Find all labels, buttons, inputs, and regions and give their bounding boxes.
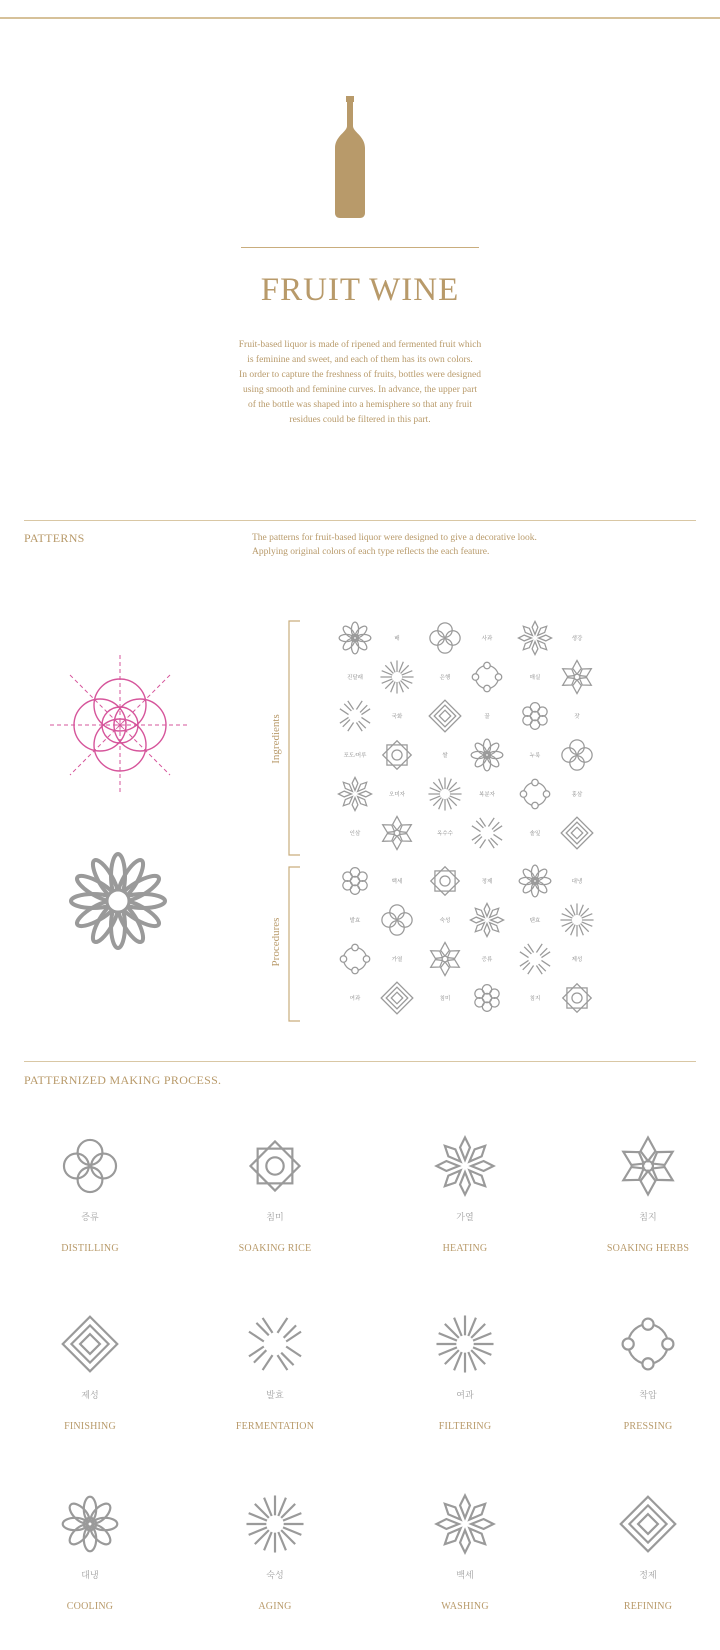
process-pressing-icon [617,1313,679,1375]
intro-line: of the bottle was shaped into a hemisphere so that any fruit [248,400,472,410]
title-rule [241,247,479,248]
patterns-title: PATTERNS [24,531,85,545]
pattern-ornament-icon [379,902,415,938]
pattern-label: 대냉 [571,879,583,885]
pattern-ornament-icon [337,698,373,734]
intro-line: In order to capture the freshness of fruits, bottles were designed [239,370,481,380]
pattern-label: 홍삼 [571,792,583,798]
process-label-ko: 발효 [266,1390,284,1400]
pattern-label: 숙성 [439,918,451,924]
pattern-label: 정제 [481,879,493,885]
pattern-label: 포도/머루 [343,753,367,759]
pattern-label: 꿀 [484,714,490,720]
pattern-ornament-icon [427,941,463,977]
pattern-ornament-icon [517,863,553,899]
process-label-ko: 제성 [81,1390,99,1400]
page-title: FRUIT WINE [260,272,460,308]
ingredients-label: Ingredients [270,714,282,764]
pattern-label: 발효 [349,918,361,924]
top-rule [0,17,720,19]
pattern-label: 침지 [529,996,541,1002]
pattern-ornament-icon [427,698,463,734]
pattern-ornament-icon [379,980,415,1016]
pattern-ornament-icon [469,902,505,938]
pattern-ornament-icon [469,815,505,851]
pattern-ornament-icon [517,941,553,977]
process-label-en: REFINING [623,1601,673,1612]
patterns-desc-line: The patterns for fruit-based liquor were designed to give a decorative look. [252,533,537,543]
process-label-ko: 백세 [456,1570,474,1580]
pattern-label: 누룩 [529,753,541,759]
process-label-en: SOAKING HERBS [606,1243,690,1254]
process-label-ko: 착압 [639,1390,657,1400]
pattern-label: 사과 [481,636,493,642]
process-label-en: PRESSING [623,1421,673,1432]
pattern-ornament-icon [337,863,373,899]
pattern-label: 잣 [574,714,580,720]
pattern-label: 쌀 [442,753,448,759]
intro-line: is feminine and sweet, and each of them has its own colors. [247,355,473,365]
pattern-label: 진달래 [347,675,363,681]
pattern-label: 가열 [391,957,403,963]
pattern-label: 여과 [349,996,361,1002]
process-label-en: FERMENTATION [235,1421,315,1432]
pattern-ornament-icon [427,863,463,899]
process-label-en: DISTILLING [61,1243,119,1254]
pattern-label: 제성 [571,957,583,963]
pattern-label: 국화 [391,714,403,720]
process-rule [24,1061,696,1062]
pattern-ornament-icon [469,737,505,773]
pattern-ornament-icon [379,815,415,851]
process-label-ko: 정제 [639,1570,657,1580]
process-finishing-icon [59,1313,121,1375]
pattern-ornament-icon [559,815,595,851]
intro-line: using smooth and feminine curves. In advance, the upper part [243,385,477,395]
process-heating-icon [434,1135,496,1197]
patterns-description [252,531,537,559]
process-refining-icon [617,1493,679,1555]
pattern-label: 증류 [481,957,493,963]
pattern-ornament-icon [559,902,595,938]
pattern-label: 옥수수 [437,831,453,837]
bottle-icon [330,96,370,218]
pattern-label: 인삼 [349,831,361,837]
process-label-en: HEATING [442,1243,488,1254]
pattern-ornament-icon [517,776,553,812]
process-soaking-rice-icon [244,1135,306,1197]
process-label-en: AGING [258,1601,292,1612]
pattern-label: 침미 [439,996,451,1002]
pattern-ornament-icon [337,776,373,812]
procedures-bracket [288,866,300,1022]
process-cooling-icon [59,1493,121,1555]
process-label-ko: 가열 [456,1212,474,1222]
intro-line: Fruit-based liquor is made of ripened and fermented fruit which [238,340,482,350]
process-label-en: WASHING [441,1601,489,1612]
process-label-ko: 대냉 [81,1570,99,1580]
process-label-en: FILTERING [438,1421,492,1432]
process-label-ko: 여과 [456,1390,474,1400]
pattern-ornament-icon [517,620,553,656]
pattern-construction-diagram [50,655,190,795]
process-label-ko: 침지 [639,1212,657,1222]
petal-flower-icon [63,846,173,956]
process-label-en: SOAKING RICE [238,1243,312,1254]
intro-line: residues could be filtered in this part. [289,415,431,425]
ingredients-bracket [288,620,300,856]
pattern-label: 생강 [571,636,583,642]
pattern-ornament-icon [379,659,415,695]
pattern-ornament-icon [559,980,595,1016]
pattern-ornament-icon [379,737,415,773]
process-washing-icon [434,1493,496,1555]
process-filtering-icon [434,1313,496,1375]
process-distilling-icon [59,1135,121,1197]
pattern-label: 솔잎 [529,831,541,837]
patterns-rule [24,520,696,521]
pattern-label: 백세 [391,879,403,885]
pattern-ornament-icon [427,776,463,812]
pattern-label: 복분자 [479,792,495,798]
patterns-desc-line: Applying original colors of each type reflects the each feature. [252,547,490,557]
pattern-label: 탠효 [529,918,541,924]
pattern-ornament-icon [337,620,373,656]
procedures-label: Procedures [270,917,282,967]
pattern-ornament-icon [559,659,595,695]
pattern-label: 매실 [529,675,541,681]
pattern-ornament-icon [427,620,463,656]
pattern-label: 은행 [439,675,451,681]
process-title: PATTERNIZED MAKING PROCESS. [24,1073,222,1087]
process-label-ko: 숙성 [266,1570,284,1580]
process-label-ko: 증류 [81,1212,99,1222]
process-soaking-herbs-icon [617,1135,679,1197]
pattern-ornament-icon [517,698,553,734]
process-aging-icon [244,1493,306,1555]
process-label-en: FINISHING [64,1421,116,1432]
process-label-en: COOLING [66,1601,114,1612]
process-fermentation-icon [244,1313,306,1375]
pattern-label: 배 [394,636,400,642]
pattern-ornament-icon [559,737,595,773]
process-label-ko: 침미 [266,1212,284,1222]
pattern-ornament-icon [469,980,505,1016]
pattern-ornament-icon [337,941,373,977]
pattern-ornament-icon [469,659,505,695]
pattern-label: 오미자 [389,792,405,798]
intro-text [210,338,510,428]
